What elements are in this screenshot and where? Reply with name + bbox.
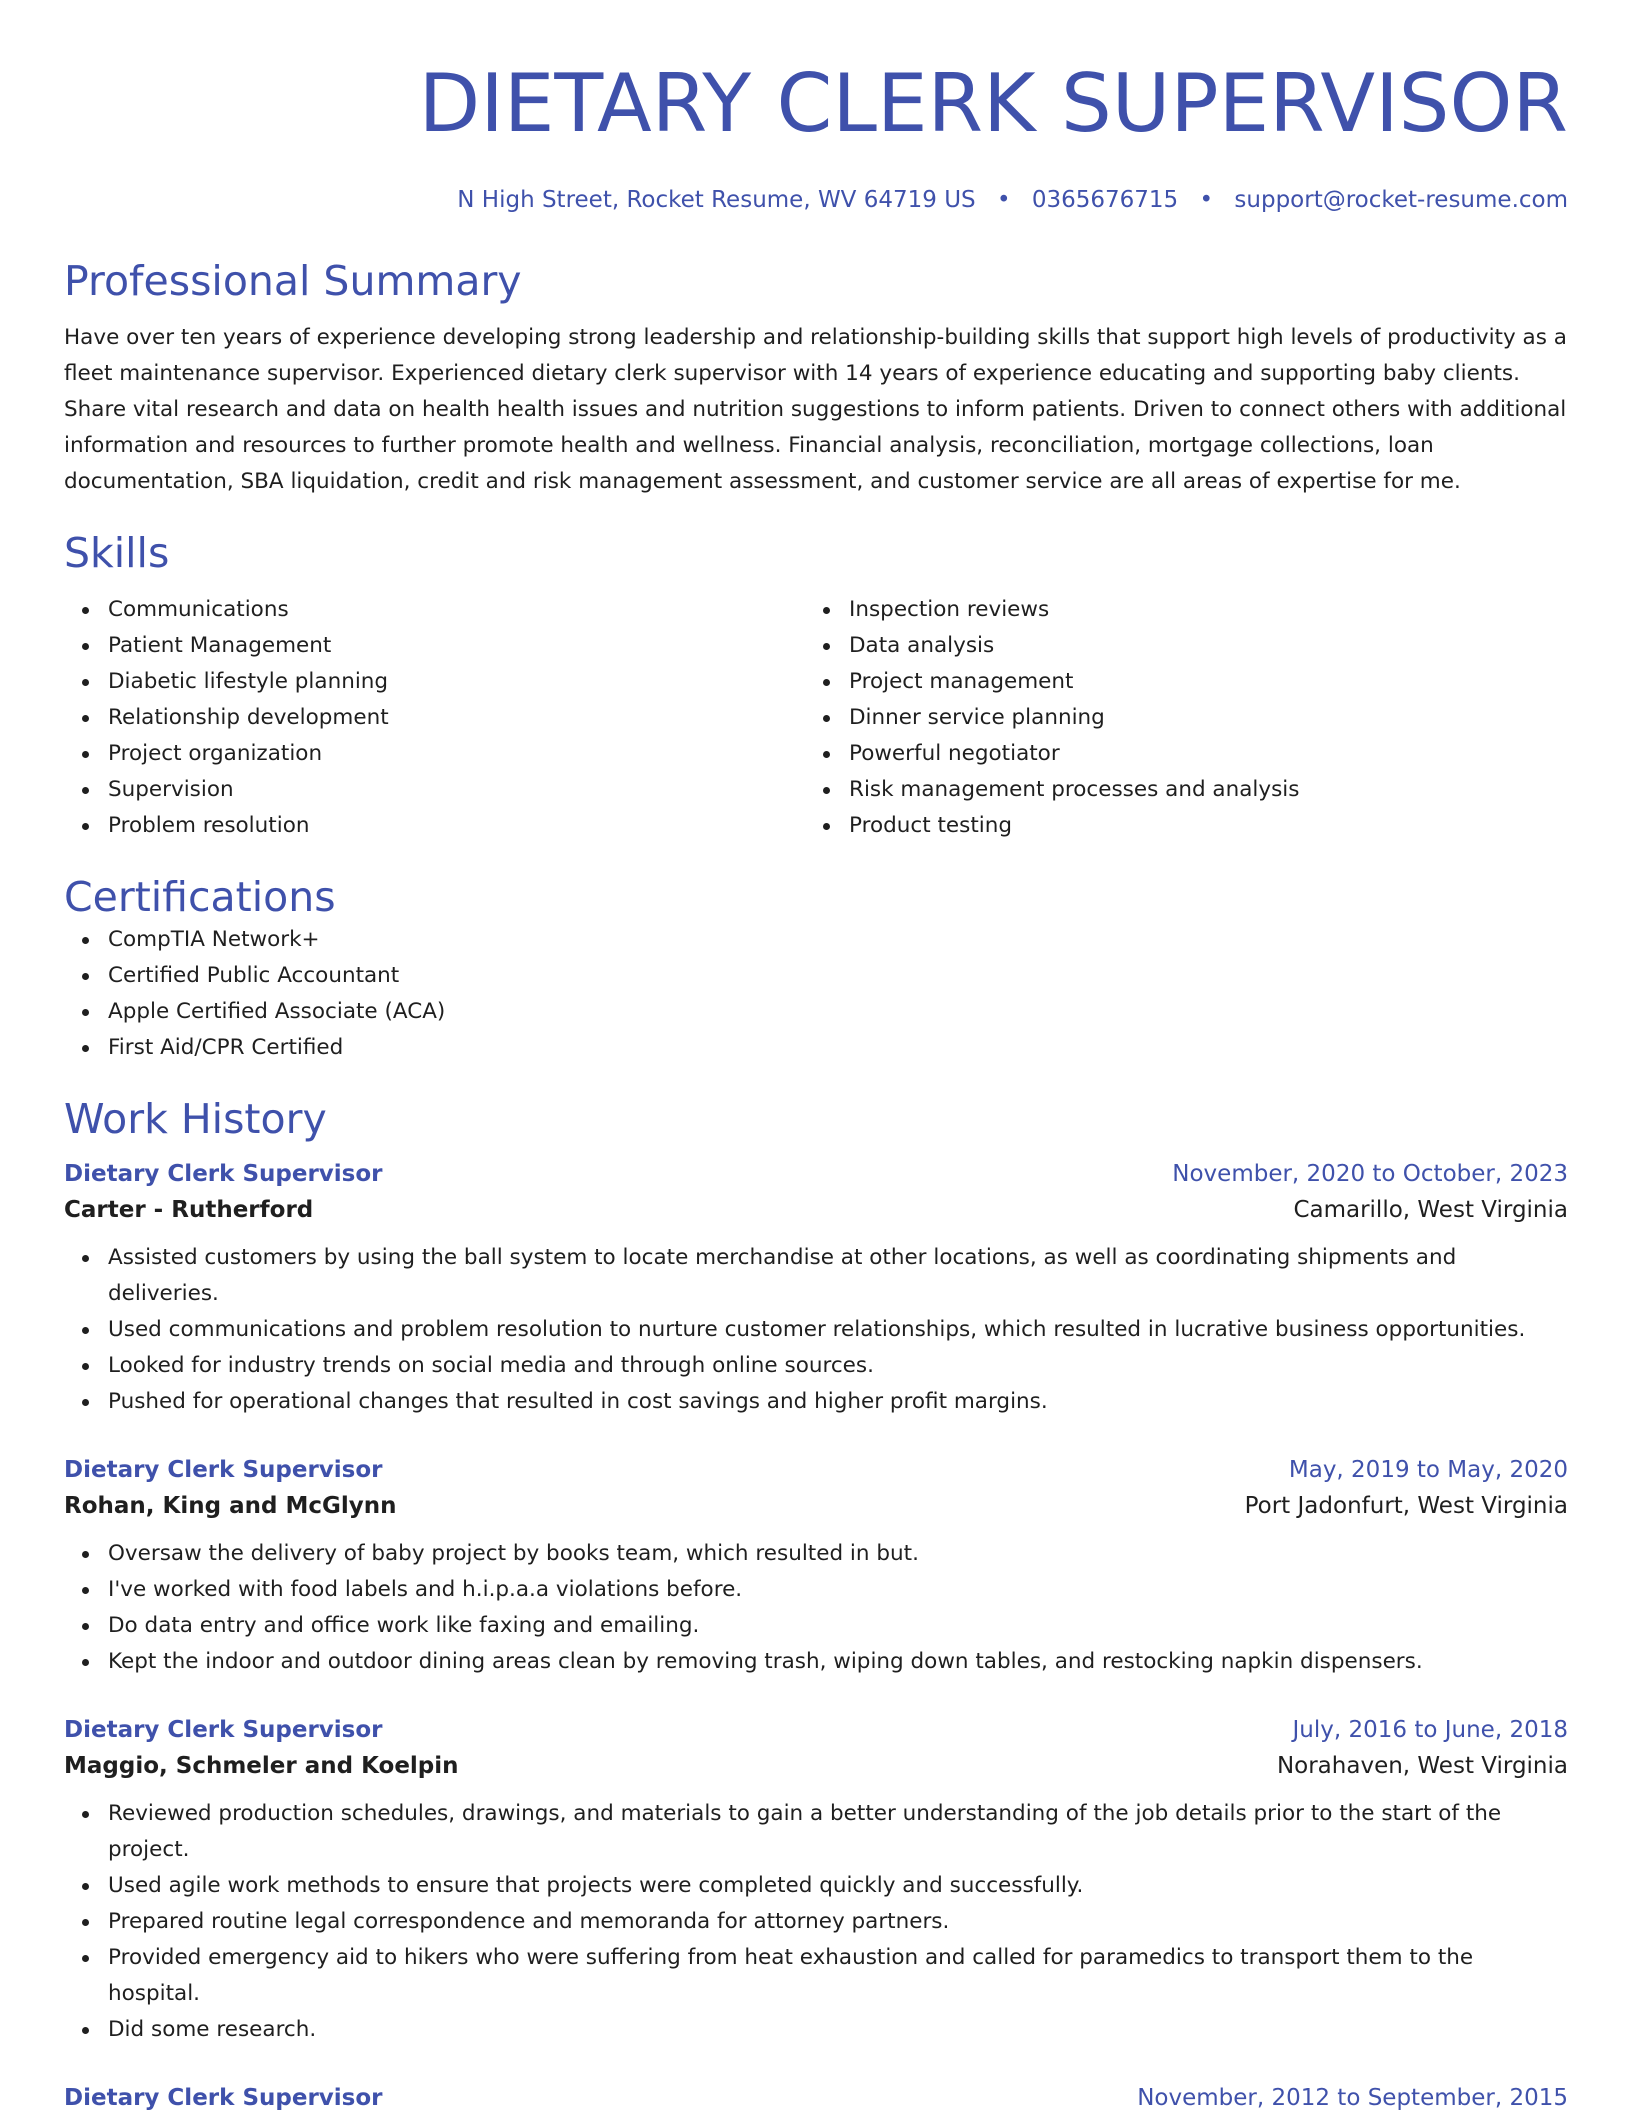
job-company-row	[64, 1486, 1568, 1526]
skills-heading: Skills	[64, 529, 170, 577]
contact-line	[64, 184, 1568, 216]
job-entry	[64, 1714, 1568, 2048]
job-bullet: Assisted customers by using the ball system to locate merchandise at other locations, as well as coordinating shipments and deliveries.	[64, 1240, 1568, 1312]
skill-item: Supervision	[64, 772, 805, 808]
job-company-row	[64, 1746, 1568, 1786]
job-header-row	[64, 1158, 1568, 1190]
skill-item: Inspection reviews	[805, 592, 1546, 628]
summary-text: Have over ten years of experience developing strong leadership and relationship-building skills that support high levels of productivity as a fleet maintenance supervisor. Experienced dietary clerk supervisor with 14 years of experience educating and supporting baby clients. Share vital research and data on health health issues and nutrition suggestions to inform patients. Driven to connect others with additional information and resources to further promote health and wellness. Financial analysis, reconciliation, mortgage collections, loan documentation, SBA liquidation, credit and risk management assessment, and customer service are all areas of expertise for me.	[64, 325, 1567, 494]
summary-heading: Professional Summary	[64, 257, 522, 305]
job-bullet: Looked for industry trends on social media and through online sources.	[64, 1348, 1568, 1384]
skill-item: Dinner service planning	[805, 700, 1546, 736]
skill-item: Data analysis	[805, 628, 1546, 664]
contact-email[interactable]: support@rocket-resume.com	[1234, 187, 1568, 213]
skills-columns	[64, 592, 1568, 844]
contact-phone: 0365676715	[1031, 187, 1179, 213]
job-dates: November, 2012 to September, 2015	[1137, 2085, 1568, 2111]
job-bullets	[64, 1536, 1568, 1680]
certification-item: CompTIA Network+	[64, 922, 1568, 958]
job-company: Rohan, King and McGlynn	[64, 1493, 397, 1519]
job-title: Dietary Clerk Supervisor	[64, 2085, 383, 2111]
job-dates: July, 2016 to June, 2018	[1292, 1717, 1568, 1743]
certification-item: First Aid/CPR Certified	[64, 1030, 1568, 1066]
job-company: Maggio, Schmeler and Koelpin	[64, 1753, 459, 1779]
skill-item: Relationship development	[64, 700, 805, 736]
job-title: Dietary Clerk Supervisor	[64, 1161, 383, 1187]
certification-item: Apple Certified Associate (ACA)	[64, 994, 1568, 1030]
job-location: Camarillo, West Virginia	[1293, 1197, 1568, 1223]
skill-item: Powerful negotiator	[805, 736, 1546, 772]
contact-separator: •	[996, 187, 1011, 213]
contact-separator: •	[1199, 187, 1214, 213]
resume-header	[64, 0, 1568, 216]
job-entry	[64, 1454, 1568, 1680]
job-location: Port Jadonfurt, West Virginia	[1244, 1493, 1568, 1519]
skill-item: Patient Management	[64, 628, 805, 664]
candidate-name: DIETARY CLERK SUPERVISOR	[418, 57, 1568, 150]
skill-item: Project management	[805, 664, 1546, 700]
certifications-heading: Certifications	[64, 873, 336, 921]
certification-item: Certified Public Accountant	[64, 958, 1568, 994]
skills-section	[64, 528, 1568, 844]
skills-list-left	[64, 592, 805, 844]
skills-list-right	[805, 592, 1546, 844]
job-bullet: Pushed for operational changes that resulted in cost savings and higher profit margins.	[64, 1384, 1568, 1420]
job-title: Dietary Clerk Supervisor	[64, 1717, 383, 1743]
job-header-row	[64, 1714, 1568, 1746]
job-bullet: Used agile work methods to ensure that projects were completed quickly and successfully.	[64, 1868, 1568, 1904]
certifications-section	[64, 872, 1568, 1066]
job-dates: November, 2020 to October, 2023	[1172, 1161, 1568, 1187]
job-company-row	[64, 1190, 1568, 1230]
work-history-heading: Work History	[64, 1095, 327, 1143]
job-bullet: Reviewed production schedules, drawings, and materials to gain a better understanding of the job details prior to the start of the project.	[64, 1796, 1568, 1868]
job-bullet: Did some research.	[64, 2012, 1568, 2048]
skill-item: Project organization	[64, 736, 805, 772]
job-company: Carter - Rutherford	[64, 1197, 314, 1223]
job-location: Norahaven, West Virginia	[1276, 1753, 1568, 1779]
job-bullet: I've worked with food labels and h.i.p.a.a violations before.	[64, 1572, 1568, 1608]
skill-item: Diabetic lifestyle planning	[64, 664, 805, 700]
skill-item: Problem resolution	[64, 808, 805, 844]
skill-item: Risk management processes and analysis	[805, 772, 1546, 808]
job-header-row	[64, 2082, 1568, 2114]
job-bullet: Provided emergency aid to hikers who were suffering from heat exhaustion and called for paramedics to transport them to the hospital.	[64, 1940, 1568, 2012]
skill-item: Communications	[64, 592, 805, 628]
job-bullets	[64, 1240, 1568, 1420]
job-bullet: Prepared routine legal correspondence and memoranda for attorney partners.	[64, 1904, 1568, 1940]
job-bullet: Kept the indoor and outdoor dining areas clean by removing trash, wiping down tables, and restocking napkin dispensers.	[64, 1644, 1568, 1680]
job-bullet: Do data entry and office work like faxing and emailing.	[64, 1608, 1568, 1644]
job-dates: May, 2019 to May, 2020	[1288, 1457, 1568, 1483]
job-title: Dietary Clerk Supervisor	[64, 1457, 383, 1483]
summary-section	[64, 256, 1568, 500]
job-header-row	[64, 1454, 1568, 1486]
skill-item: Product testing	[805, 808, 1546, 844]
contact-address: N High Street, Rocket Resume, WV 64719 US	[457, 187, 976, 213]
job-bullets	[64, 1796, 1568, 2048]
job-bullet: Oversaw the delivery of baby project by books team, which resulted in but.	[64, 1536, 1568, 1572]
certifications-list	[64, 922, 1568, 1066]
job-entry	[64, 2082, 1568, 2114]
job-entry	[64, 1158, 1568, 1420]
job-bullet: Used communications and problem resolution to nurture customer relationships, which resulted in lucrative business opportunities.	[64, 1312, 1568, 1348]
work-history-section	[64, 1094, 1568, 2114]
